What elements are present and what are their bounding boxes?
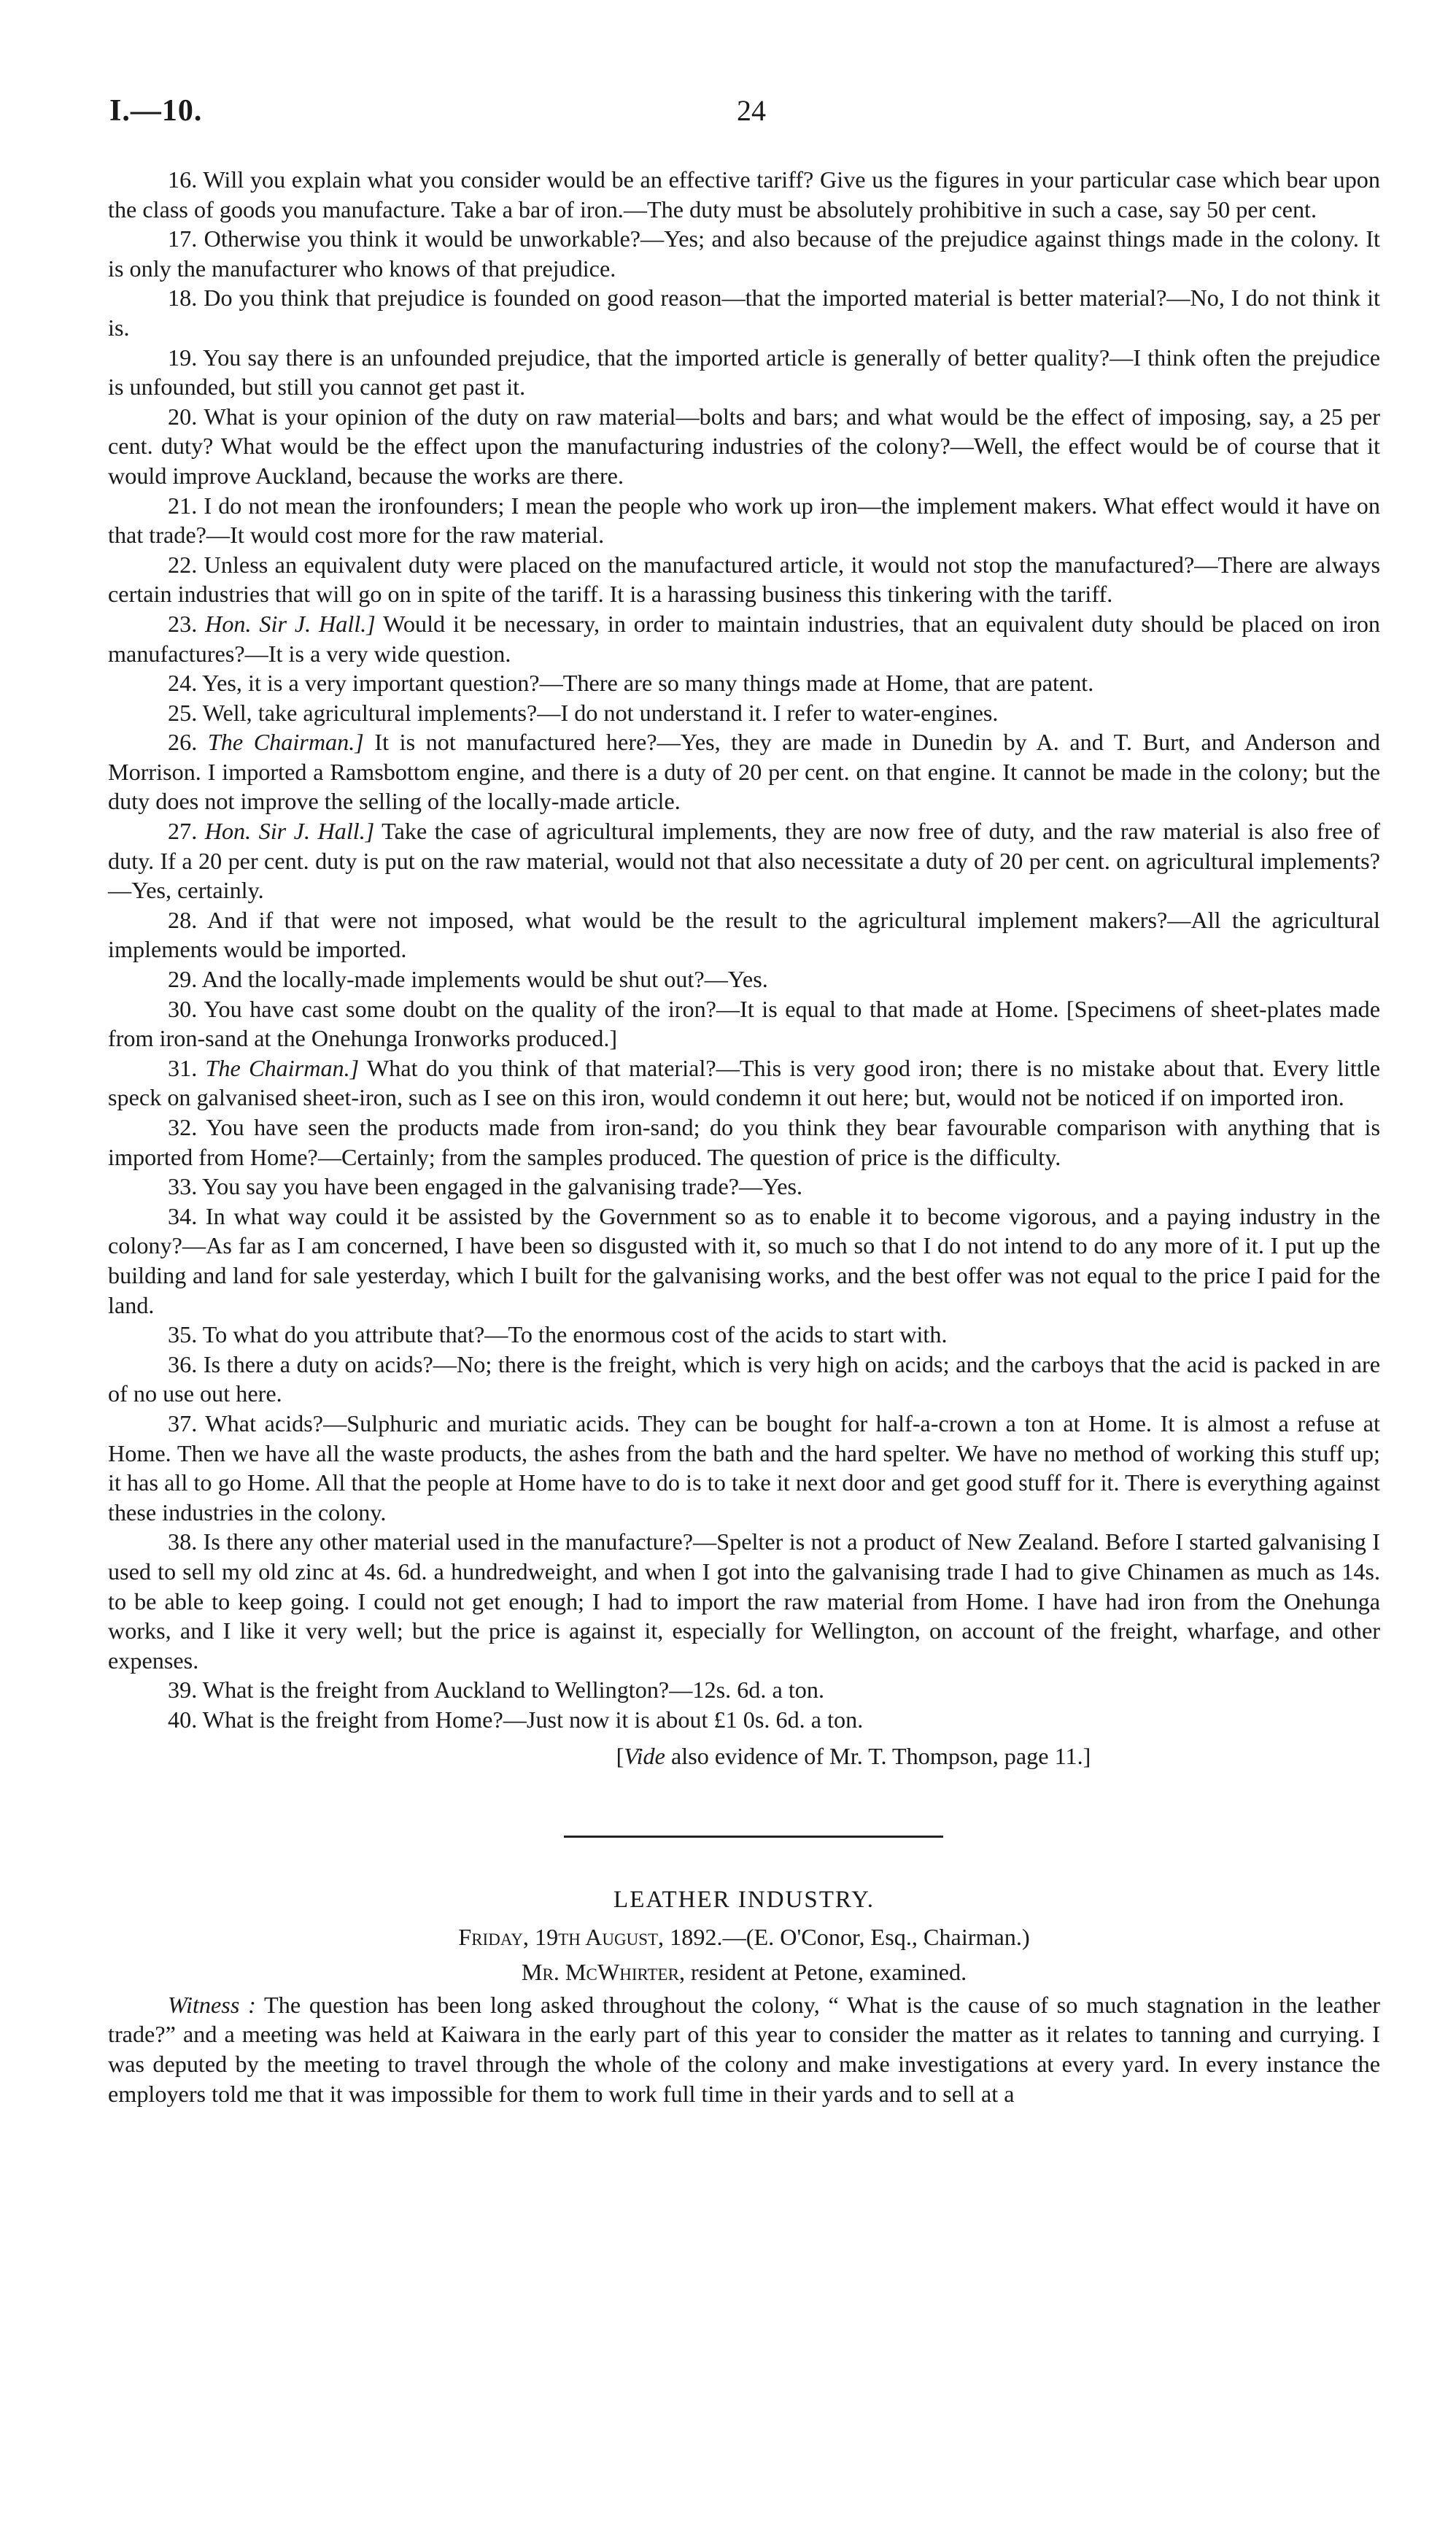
vide-note <box>108 1741 1380 1771</box>
speaker-label: Hon. Sir J. Hall.] <box>205 610 376 637</box>
question-20: 20. What is your opinion of the duty on raw material—bolts and bars; and what would be the effect of imposing, say, a 25 per cent. duty? What would be the effect upon the manufacturing industries of the colony?—Well, the effect would be of course that it would improve Auckland, because the works are there. <box>108 403 1380 489</box>
vide-word: Vide <box>624 1743 665 1770</box>
question-17: 17. Otherwise you think it would be unworkable?—Yes; and also because of the prejudice against things made in the colony. It is only the manufacturer who knows of that prejudice. <box>108 225 1380 282</box>
question-27 <box>108 816 1380 905</box>
witness-name: Mr. McWhirter, <box>521 1959 685 1986</box>
session-day: Friday, 19th August, 1892. <box>458 1923 723 1950</box>
section-divider <box>564 1836 943 1838</box>
question-number: 27. <box>168 818 198 845</box>
speaker-label: Hon. Sir J. Hall.] <box>204 818 375 845</box>
question-32: 32. You have seen the products made from iron-sand; do you think they bear favourable comparison with anything that is imported from Home?—Certainly; from the samples produced. The question of price is the difficulty. <box>108 1114 1380 1170</box>
question-25: 25. Well, take agricultural implements?—I do not understand it. I refer to water-engines. <box>168 699 999 726</box>
vide-bracket: [ <box>616 1743 624 1770</box>
question-text: Take the case of agricultural implements, they are now free of duty, and the raw material is also free of duty. If a 20 per cent. duty is put on the raw material, would not that also necessitate a duty of 20 per cent. on agricultural implements?—Yes, certainly. <box>108 818 1380 904</box>
question-16: 16. Will you explain what you consider would be an effective tariff? Give us the figures in your particular case which bear upon the class of goods you manufacture. Take a bar of iron.—The duty must be absolutely prohibitive in such a case, say 50 per cent. <box>108 166 1380 223</box>
witness-residence: resident at Petone, examined. <box>685 1959 967 1986</box>
witness-intro <box>108 1957 1380 1987</box>
question-26 <box>108 727 1380 816</box>
question-number: 23. <box>168 610 198 637</box>
speaker-label: The Chairman.] <box>207 729 364 756</box>
question-37: 37. What acids?—Sulphuric and muriatic acids. They can be bought for half-a-crown a ton at Home. It is almost a refuse at Home. Then we have all the waste products, the ashes from the bath and the hard spelter. We have no method of working this stuff up; it has all to go Home. All that the people at Home have to do is to take it next door and get good stuff for it. There is everything against these industries in the colony. <box>108 1409 1380 1525</box>
question-40: 40. What is the freight from Home?—Just now it is about £1 0s. 6d. a ton. <box>168 1706 864 1733</box>
question-31 <box>108 1053 1380 1113</box>
question-22: 22. Unless an equivalent duty were placed on the manufactured article, it would not stop the manufactured?—There are always certain industries that will go on in spite of the tariff. It is a harassing business this tinkering with the tariff. <box>108 551 1380 608</box>
question-38: 38. Is there any other material used in the manufacture?—Spelter is not a product of New Zealand. Before I started galvanising I used to sell my old zinc at 4s. 6d. a hundredweight, and when I got into the galvanising trade I had to give Chinamen as much as 14s. to be able to keep going. I could not get enough; I had to import the raw material from Home. I have had iron from the Onehunga works, and I like it very well; but the price is against it, especially for Wellington, on account of the freight, wharfage, and other expenses. <box>108 1528 1380 1674</box>
body-text <box>108 165 1380 2108</box>
question-33: 33. You say you have been engaged in the galvanising trade?—Yes. <box>168 1173 803 1200</box>
question-34: 34. In what way could it be assisted by the Government so as to enable it to become vigorous, and a paying industry in the colony?—As far as I am concerned, I have been so disgusted with it, so much so that I do not intend to do any more of it. I put up the building and land for sale yesterday, which I built for the galvanising works, and the best offer was not equal to the price I paid for the land. <box>108 1202 1380 1318</box>
witness-text: The question has been long asked throughout the colony, “ What is the cause of so much stagnation in the leather trade?” and a meeting was held at Kaiwara in the early part of this year to consider the matter as it relates to tanning and currying. I was deputed by the meeting to travel through the whole of the colony and make investigations at every yard. In every instance the employers told me that it was impossible for them to work full time in their yards and to sell at a <box>108 1991 1380 2107</box>
question-number: 26. <box>168 729 198 756</box>
question-18: 18. Do you think that prejudice is founded on good reason—that the imported material is better material?—No, I do not think it is. <box>108 285 1380 341</box>
question-21: 21. I do not mean the ironfounders; I mean the people who work up iron—the implement makers. What effect would it have on that trade?—It would cost more for the raw material. <box>108 492 1380 549</box>
question-23 <box>108 609 1380 668</box>
question-24: 24. Yes, it is a very important question?—There are so many things made at Home, that are patent. <box>168 670 1094 697</box>
vide-rest: also evidence of Mr. T. Thompson, page 11.] <box>665 1743 1091 1770</box>
question-35: 35. To what do you attribute that?—To the enormous cost of the acids to start with. <box>168 1321 948 1348</box>
question-30: 30. You have cast some doubt on the quality of the iron?—It is equal to that made at Home. [Specimens of sheet-plates made from iron-sand at the Onehunga Ironworks produced.] <box>108 995 1380 1052</box>
witness-label: Witness : <box>168 1991 256 2018</box>
page-number: 24 <box>737 94 766 127</box>
question-28: 28. And if that were not imposed, what would be the result to the agricultural implement makers?—All the agricultural implements would be imported. <box>108 906 1380 963</box>
speaker-label: The Chairman.] <box>205 1054 360 1081</box>
question-text: What do you think of that material?—This is very good iron; there is no mistake about that. Every little speck on galvanised sheet-iron, such as I see on this iron, would condemn it out here; but, would not be noticed if on imported iron. <box>108 1054 1380 1111</box>
section-title: LEATHER INDUSTRY. <box>613 1887 875 1914</box>
question-number: 31. <box>168 1054 198 1081</box>
session-chair: —(E. O'Conor, Esq., Chairman.) <box>722 1923 1030 1950</box>
question-36: 36. Is there a duty on acids?—No; there is the freight, which is very high on acids; and the carboys that the acid is packed in are of no use out here. <box>108 1350 1380 1407</box>
session-date <box>108 1922 1380 1952</box>
question-text: It is not manufactured here?—Yes, they are made in Dunedin by A. and T. Burt, and Anderson and Morrison. I imported a Ramsbottom engine, and there is a duty of 20 per cent. on that engine. It cannot be made in the colony; but the duty does not improve the selling of the locally-made article. <box>108 729 1381 815</box>
witness-statement <box>108 1990 1380 2108</box>
question-19: 19. You say there is an unfounded prejudice, that the imported article is generally of better quality?—I think often the prejudice is unfounded, but still you cannot get past it. <box>108 344 1380 401</box>
question-text: Would it be necessary, in order to maintain industries, that an equivalent duty should be placed on iron manufactures?—It is a very wide question. <box>108 610 1381 667</box>
document-reference: I.—10. <box>109 94 203 128</box>
divider-block <box>108 1771 1380 1881</box>
page-header <box>109 93 1379 137</box>
question-39: 39. What is the freight from Auckland to Wellington?—12s. 6d. a ton. <box>168 1677 825 1704</box>
question-29: 29. And the locally-made implements would be shut out?—Yes. <box>168 966 768 993</box>
